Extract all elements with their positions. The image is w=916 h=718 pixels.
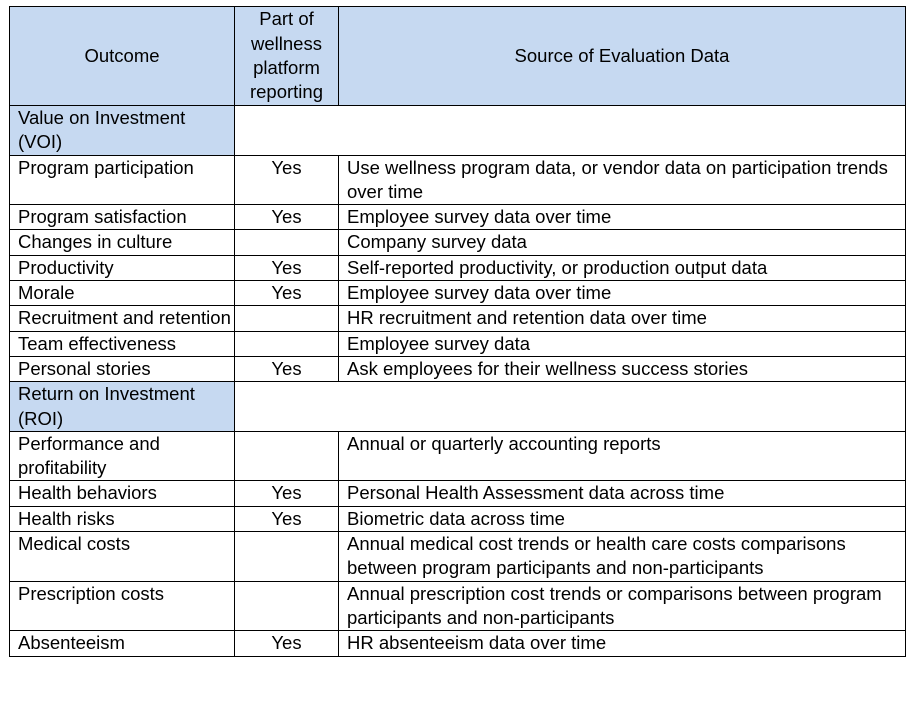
outcome-cell: Program participation: [10, 155, 235, 205]
platform-cell: Yes: [235, 506, 339, 531]
header-source: Source of Evaluation Data: [339, 7, 906, 106]
table-row: [10, 581, 906, 631]
outcome-cell: Health risks: [10, 506, 235, 531]
table-row: [10, 331, 906, 356]
outcome-cell: Productivity: [10, 255, 235, 280]
header-row: [10, 7, 906, 106]
table-row: [10, 356, 906, 381]
platform-cell: Yes: [235, 631, 339, 656]
table-row: [10, 532, 906, 582]
section-title: Value on Investment (VOI): [10, 106, 235, 156]
section-title: Return on Investment (ROI): [10, 382, 235, 432]
source-cell: Self-reported productivity, or production output data: [339, 255, 906, 280]
platform-cell: [235, 431, 339, 481]
source-cell: Personal Health Assessment data across time: [339, 481, 906, 506]
table-row: [10, 306, 906, 331]
platform-cell: Yes: [235, 155, 339, 205]
source-cell: HR recruitment and retention data over time: [339, 306, 906, 331]
platform-cell: Yes: [235, 281, 339, 306]
header-outcome: Outcome: [10, 7, 235, 106]
header-platform: [235, 7, 339, 106]
table-row: [10, 281, 906, 306]
outcome-cell: Performance and profitability: [10, 431, 235, 481]
table-row: [10, 481, 906, 506]
platform-cell: [235, 581, 339, 631]
source-cell: Biometric data across time: [339, 506, 906, 531]
platform-cell: [235, 230, 339, 255]
source-cell: Ask employees for their wellness success stories: [339, 356, 906, 381]
table-row: [10, 205, 906, 230]
source-cell: Employee survey data: [339, 331, 906, 356]
outcome-cell: Absenteeism: [10, 631, 235, 656]
section-blank: [235, 106, 906, 156]
section-blank: [235, 382, 906, 432]
platform-cell: Yes: [235, 356, 339, 381]
outcome-cell: Team effectiveness: [10, 331, 235, 356]
platform-cell: Yes: [235, 205, 339, 230]
header-platform-text: Part of wellness platform reporting: [249, 8, 323, 103]
platform-cell: [235, 331, 339, 356]
evaluation-table: [9, 6, 906, 657]
source-cell: Annual medical cost trends or health care costs comparisons between program participants and non-participants: [339, 532, 906, 582]
outcome-cell: Prescription costs: [10, 581, 235, 631]
source-cell: Annual or quarterly accounting reports: [339, 431, 906, 481]
platform-cell: [235, 532, 339, 582]
outcome-cell: Recruitment and retention: [10, 306, 235, 331]
source-cell: Annual prescription cost trends or comparisons between program participants and non-participants: [339, 581, 906, 631]
source-cell: HR absenteeism data over time: [339, 631, 906, 656]
section-row: [10, 382, 906, 432]
outcome-cell: Program satisfaction: [10, 205, 235, 230]
table-body: [10, 106, 906, 657]
source-cell: Company survey data: [339, 230, 906, 255]
outcome-cell: Health behaviors: [10, 481, 235, 506]
table-row: [10, 431, 906, 481]
source-cell: Employee survey data over time: [339, 281, 906, 306]
table-row: [10, 155, 906, 205]
table-row: [10, 506, 906, 531]
outcome-cell: Personal stories: [10, 356, 235, 381]
platform-cell: Yes: [235, 481, 339, 506]
table-row: [10, 230, 906, 255]
section-row: [10, 106, 906, 156]
table-row: [10, 255, 906, 280]
source-cell: Use wellness program data, or vendor data on participation trends over time: [339, 155, 906, 205]
platform-cell: Yes: [235, 255, 339, 280]
outcome-cell: Morale: [10, 281, 235, 306]
outcome-cell: Medical costs: [10, 532, 235, 582]
source-cell: Employee survey data over time: [339, 205, 906, 230]
platform-cell: [235, 306, 339, 331]
outcome-cell: Changes in culture: [10, 230, 235, 255]
table-row: [10, 631, 906, 656]
